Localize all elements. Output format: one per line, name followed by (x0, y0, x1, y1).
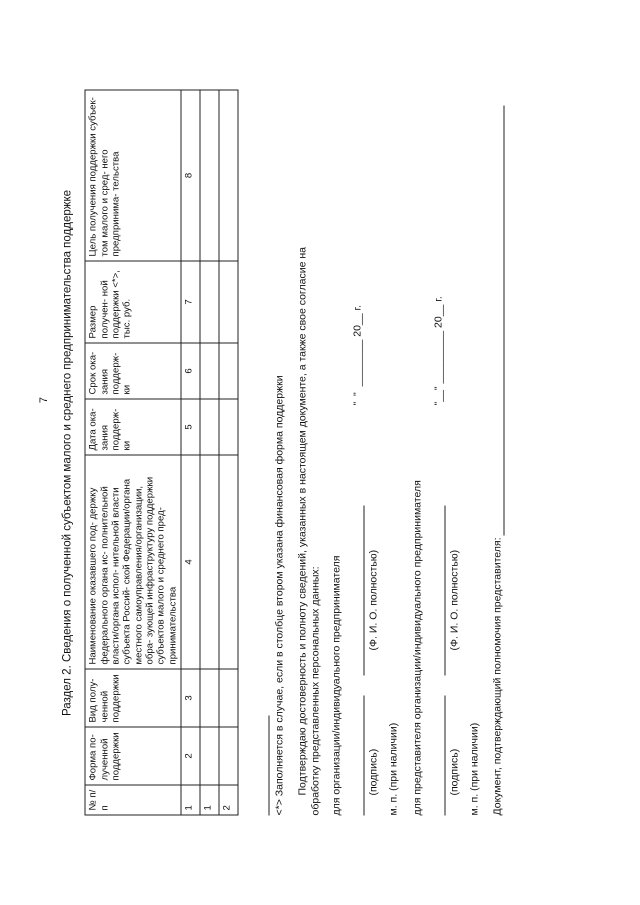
header-support-type: Вид полу- ченной поддержки (85, 669, 181, 727)
section-title: Раздел 2. Сведения о полученной субъектом малого и среднего предпринимательства поддержке (61, 189, 73, 716)
consent-statement-continued: обработку представленных персональных данных: (309, 565, 322, 815)
table-cell[interactable] (199, 727, 218, 785)
org-signature-label: для организации/индивидуального предпринимателя (330, 555, 343, 815)
table-cell: 1 (199, 785, 218, 815)
table-cell[interactable] (218, 399, 237, 455)
table-cell[interactable] (199, 343, 218, 399)
column-number: 3 (180, 669, 199, 727)
table-cell[interactable] (199, 90, 218, 261)
org-fio-line[interactable] (363, 505, 364, 675)
fio-caption: (Ф. И. О. полностью) (447, 549, 460, 650)
column-number: 1 (180, 785, 199, 815)
header-provider-name: Наименование оказавшего под- держку федерального органа ис- полнительной власти/органа испол- нительной власти субъекта Россий- ской Федерации/органа местного самоуправления/организации, обра- зующей инфраструктуру поддержки субъектов малого и среднего пред- принимательства (85, 455, 181, 669)
table-header-row (85, 90, 181, 815)
table-cell[interactable] (218, 343, 237, 399)
table-cell[interactable] (199, 399, 218, 455)
table-cell[interactable] (218, 669, 237, 727)
rep-signature-label: для представителя организации/индивидуального предпринимателя (410, 479, 423, 815)
signature-caption: (подпись) (447, 748, 460, 795)
header-support-form: Форма по- лученной поддержки (85, 727, 181, 785)
page-content (60, 90, 504, 815)
table-cell[interactable] (218, 727, 237, 785)
authority-document-field[interactable] (491, 105, 504, 535)
column-number: 5 (180, 399, 199, 455)
fio-caption: (Ф. И. О. полностью) (367, 549, 380, 650)
column-number: 7 (180, 261, 199, 343)
org-signature-captions (367, 90, 381, 815)
table-cell[interactable] (199, 261, 218, 343)
rep-signature-row (432, 90, 448, 815)
table-cell[interactable] (218, 261, 237, 343)
rep-fio-line[interactable] (444, 505, 445, 675)
table-cell[interactable] (199, 455, 218, 669)
header-support-date: Дата ока- зания поддерж- ки (85, 399, 181, 455)
column-number: 6 (180, 343, 199, 399)
column-number-row (180, 90, 199, 815)
table-cell[interactable] (218, 455, 237, 669)
table-row (199, 90, 218, 815)
signature-caption: (подпись) (367, 748, 380, 795)
column-number: 4 (180, 455, 199, 669)
rep-signature-line[interactable] (444, 695, 445, 815)
table-cell[interactable] (218, 90, 237, 261)
authority-document-row (491, 90, 504, 815)
table-cell[interactable] (199, 669, 218, 727)
footnote-divider (268, 715, 269, 815)
footnote: <*> Заполняется в случае, если в столбце втором указана финансовая форма поддержки (272, 374, 285, 815)
header-number: № п/п (85, 785, 181, 815)
rep-stamp-label: м. п. (при наличии) (467, 722, 480, 815)
rep-signature-captions (448, 90, 462, 815)
support-table (84, 89, 238, 815)
org-signature-line[interactable] (363, 695, 364, 815)
page-number: 7 (38, 396, 50, 404)
header-support-term: Срок ока- зания поддерж- ки (85, 343, 181, 399)
org-signature-row (351, 90, 367, 815)
table-row (218, 90, 237, 815)
column-number: 8 (180, 90, 199, 261)
header-support-purpose: Цель получения поддержки субъек- том малого и сред- него предпринима- тельства (85, 90, 181, 261)
authority-document-label: Документ, подтверждающий полномочия представителя: (490, 537, 503, 815)
org-stamp-label: м. п. (при наличии) (387, 722, 400, 815)
header-support-amount: Размер получен- ной поддержки <*>, тыс. руб. (85, 261, 181, 343)
column-number: 2 (180, 727, 199, 785)
rep-date-field[interactable]: "__" _________ 20__ г. (431, 295, 444, 405)
table-cell: 2 (218, 785, 237, 815)
consent-statement: Подтверждаю достоверность и полноту сведений, указанных в настоящем документе, а также свое согласие на (296, 246, 308, 795)
org-date-field[interactable]: " " ________ 20__ г. (351, 304, 364, 405)
